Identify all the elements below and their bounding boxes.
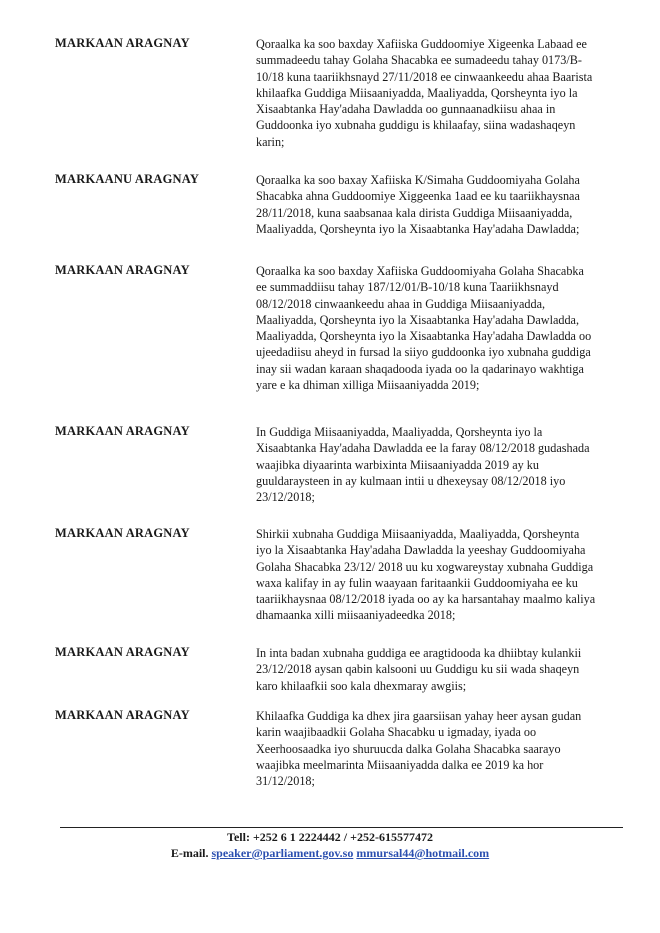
footer-email-line xyxy=(0,845,660,861)
footer-phone: Tell: +252 6 1 2224442 / +252-615577472 xyxy=(227,830,433,844)
section-text: Khilaafka Guddiga ka dhex jira gaarsiisan yahay heer aysan gudan karin waajibaadkii Golaha Shacabku u igmaday, iyada oo Xeerhoosaadka iyo shuruucda dalka Golaha Shacabka saarayo waajibka meelmarinta Miisaaniyadda dalka ee 2019 ka hor 31/12/2018; xyxy=(256,709,582,789)
section-label: MARKAAN ARAGNAY xyxy=(55,645,190,659)
section-label: MARKAANU ARAGNAY xyxy=(55,172,200,186)
section-label: MARKAAN ARAGNAY xyxy=(55,526,190,540)
section-text: Qoraalka ka soo baxday Xafiiska Guddoomiyaha Golaha Shacabka ee summaddiisu tahay 187/12/01/B-10/18 kuna Taariikhsnayd 08/12/2018 cinwaankeedu ahaa in Guddiga Miisaaniyadda, Maaliyadda, Qorsheynta iyo la Xisaabtanka Hay'adaha Dawladda, Maaliyadda, Qorsheynta iyo la Xisaabtanka Hay'adaha Dawladda oo ujeedadiisu aheyd in fursad la siiyo guddoonka iyo xubnaha guddiga inay sii wadan karaan shaqadooda iyada oo la qadarinayo wakhtiga yare e ka dhiman xilliga Miisaaniyadda 2019; xyxy=(256,264,592,393)
section-text: In inta badan xubnaha guddiga ee aragtidooda ka dhiibtay kulankii 23/12/2018 aysan qabin kalsooni uu Guddigu ku sii wada shaqeyn karo khilaafkii soo kala dhexmaray awgiis; xyxy=(256,646,582,693)
section-text: Qoraalka ka soo baxday Xafiiska Guddoomiye Xigeenka Labaad ee summadeedu tahay Golaha Shacabka ee sumadeedu tahay 0173/B-10/18 kuna taariikhsnayd 27/11/2018 ee cinwaankeedu ahaa Baarista khilaafka Guddiga Miisaaniyadda, Maaliyadda, Qorsheynta iyo la Xisaabtanka Hay'adaha Dawladda oo gunnaanadkiisu ahaa in Guddoonka iyo xubnaha guddigu is khilaafay, siina wadashaqeyn karin; xyxy=(256,37,593,149)
footer xyxy=(0,829,660,861)
email-link-speaker[interactable]: speaker@parliament.gov.so xyxy=(211,846,354,860)
section-label: MARKAAN ARAGNAY xyxy=(55,708,190,722)
section-text: Shirkii xubnaha Guddiga Miisaaniyadda, Maaliyadda, Qorsheynta iyo la Xisaabtanka Hay'adaha Dawladda la yeeshay Guddoomiyaha Golaha Shacabka 23/12/ 2018 uu ku xogwareystay xubnaha Guddiga waxa kalifay in ay fulin waayaan faritaankii Guddoomiyaha ee ku taariikhaysnaa 08/12/2018 iyada oo ay ka harsantahay maalmo kaliya dhamaanka xilli miisaaniyadeedka 2018; xyxy=(256,527,596,623)
section-label: MARKAAN ARAGNAY xyxy=(55,36,190,50)
footer-email-label: E-mail. xyxy=(170,846,209,860)
section-label: MARKAAN ARAGNAY xyxy=(55,424,190,438)
footer-divider xyxy=(60,827,623,828)
section-text: In Guddiga Miisaaniyadda, Maaliyadda, Qorsheynta iyo la Xisaabtanka Hay'adaha Dawladda ee la faray 08/12/2018 gudashada waajibka diyaarinta warbixinta Miisaaniyadda 2019 ay ku guuldaraysteen in ay kulmaan intii u dhexeysay 08/12/2018 iyo 23/12/2018; xyxy=(256,425,590,505)
section-label: MARKAAN ARAGNAY xyxy=(55,263,190,277)
email-link-mmursal[interactable]: mmursal44@hotmail.com xyxy=(356,846,490,860)
section-text: Qoraalka ka soo baxay Xafiiska K/Simaha Guddoomiyaha Golaha Shacabka ahna Guddoomiye Xiggeenka 1aad ee ku taariikhaysnaa 28/11/2018, kuna saabsanaa kala dirista Guddiga Miisaaniyadda, Maaliyadda, Qorsheynta iyo la Xisaabtanka Hay'adaha Dawladda; xyxy=(256,173,580,236)
